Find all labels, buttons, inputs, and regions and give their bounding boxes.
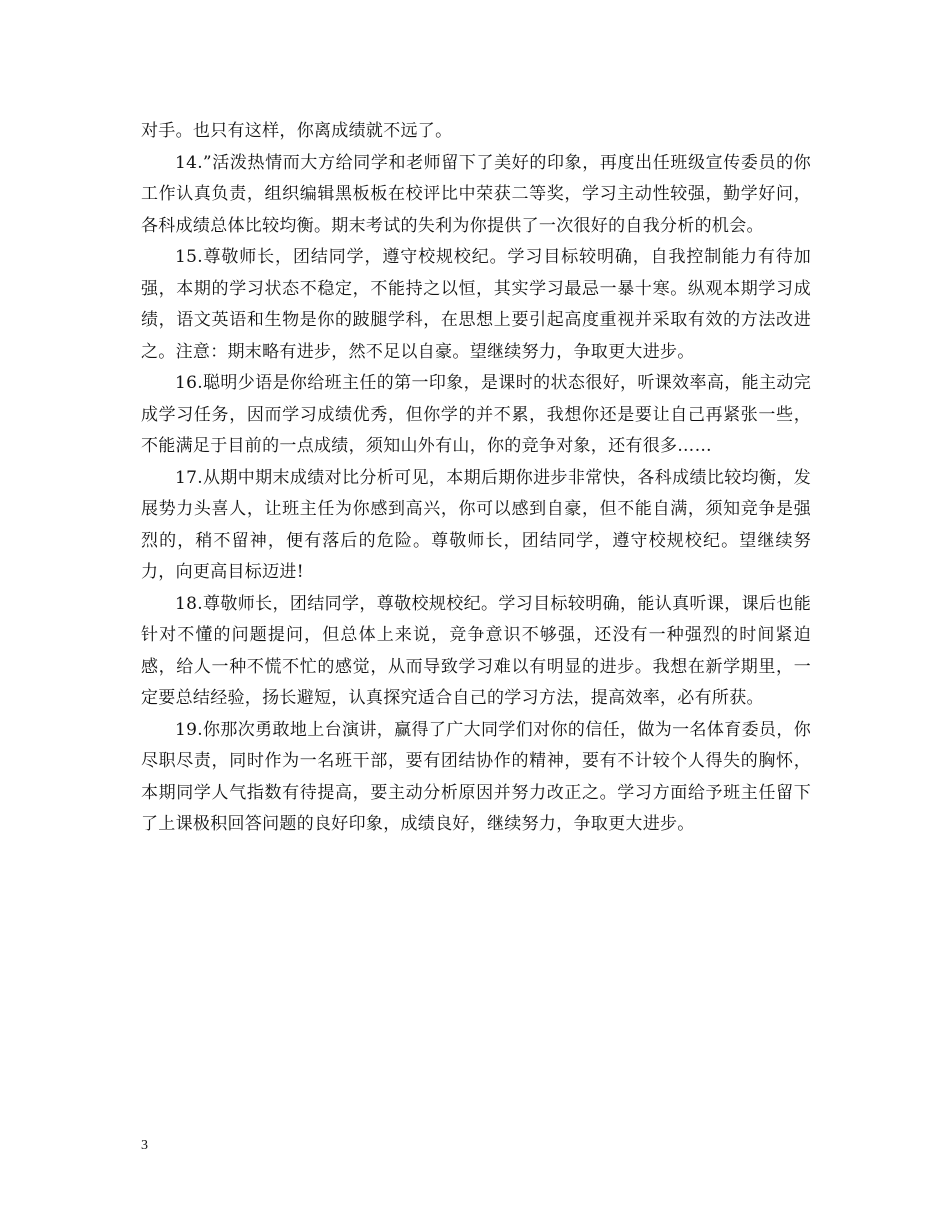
- page-number: 3: [141, 1138, 148, 1153]
- paragraph-comment-14: 14.”活泼热情而大方给同学和老师留下了美好的印象，再度出任班级宣传委员的你工作认真负责，组织编辑黑板板在校评比中荣获二等奖，学习主动性较强，勤学好问，各科成绩总体比较均衡。期末考试的失利为你提供了一次很好的自我分析的机会。: [141, 152, 811, 236]
- paragraph-comment-17: 17.从期中期末成绩对比分析可见，本期后期你进步非常快，各科成绩比较均衡，发展势力头喜人，让班主任为你感到高兴，你可以感到自豪，但不能自满，须知竞争是强烈的，稍不留神，便有落后的危险。尊敬师长，团结同学，遵守校规校纪。望继续努力，向更高目标迈进!: [141, 467, 811, 582]
- paragraph-continuation: 对手。也只有这样，你离成绩就不远了。: [141, 121, 453, 141]
- paragraph-comment-16: 16.聪明少语是你给班主任的第一印象，是课时的状态很好，听课效率高，能主动完成学习任务，因而学习成绩优秀，但你学的并不累，我想你还是要让自己再紧张一些，不能满足于目前的一点成绩，须知山外有山，你的竞争对象，还有很多……: [141, 373, 811, 456]
- paragraph-comment-15: 15.尊敬师长，团结同学，遵守校规校纪。学习目标较明确，自我控制能力有待加强，本期的学习状态不稳定，不能持之以恒，其实学习最忌一暴十寒。纵观本期学习成绩，语文英语和生物是你的跛腿学科，在思想上要引起高度重视并采取有效的方法改进之。注意：期末略有进步，然不足以自豪。望继续努力，争取更大进步。: [141, 247, 811, 362]
- paragraph-comment-18: 18.尊敬师长，团结同学，尊敬校规校纪。学习目标较明确，能认真听课，课后也能针对不懂的问题提问，但总体上来说，竞争意识不够强，还没有一种强烈的时间紧迫感，给人一种不慌不忙的感觉，从而导致学习难以有明显的进步。我想在新学期里，一定要总结经验，扬长避短，认真探究适合自己的学习方法，提高效率，必有所获。: [141, 593, 811, 708]
- paragraph-comment-19: 19.你那次勇敢地上台演讲，赢得了广大同学们对你的信任，做为一名体育委员，你尽职尽责，同时作为一名班干部，要有团结协作的精神，要有不计较个人得失的胸怀，本期同学人气指数有待提高，要主动分析原因并努力改正之。学习方面给予班主任留下了上课极积回答问题的良好印象，成绩良好，继续努力，争取更大进步。: [141, 719, 811, 834]
- document-body: [141, 116, 811, 841]
